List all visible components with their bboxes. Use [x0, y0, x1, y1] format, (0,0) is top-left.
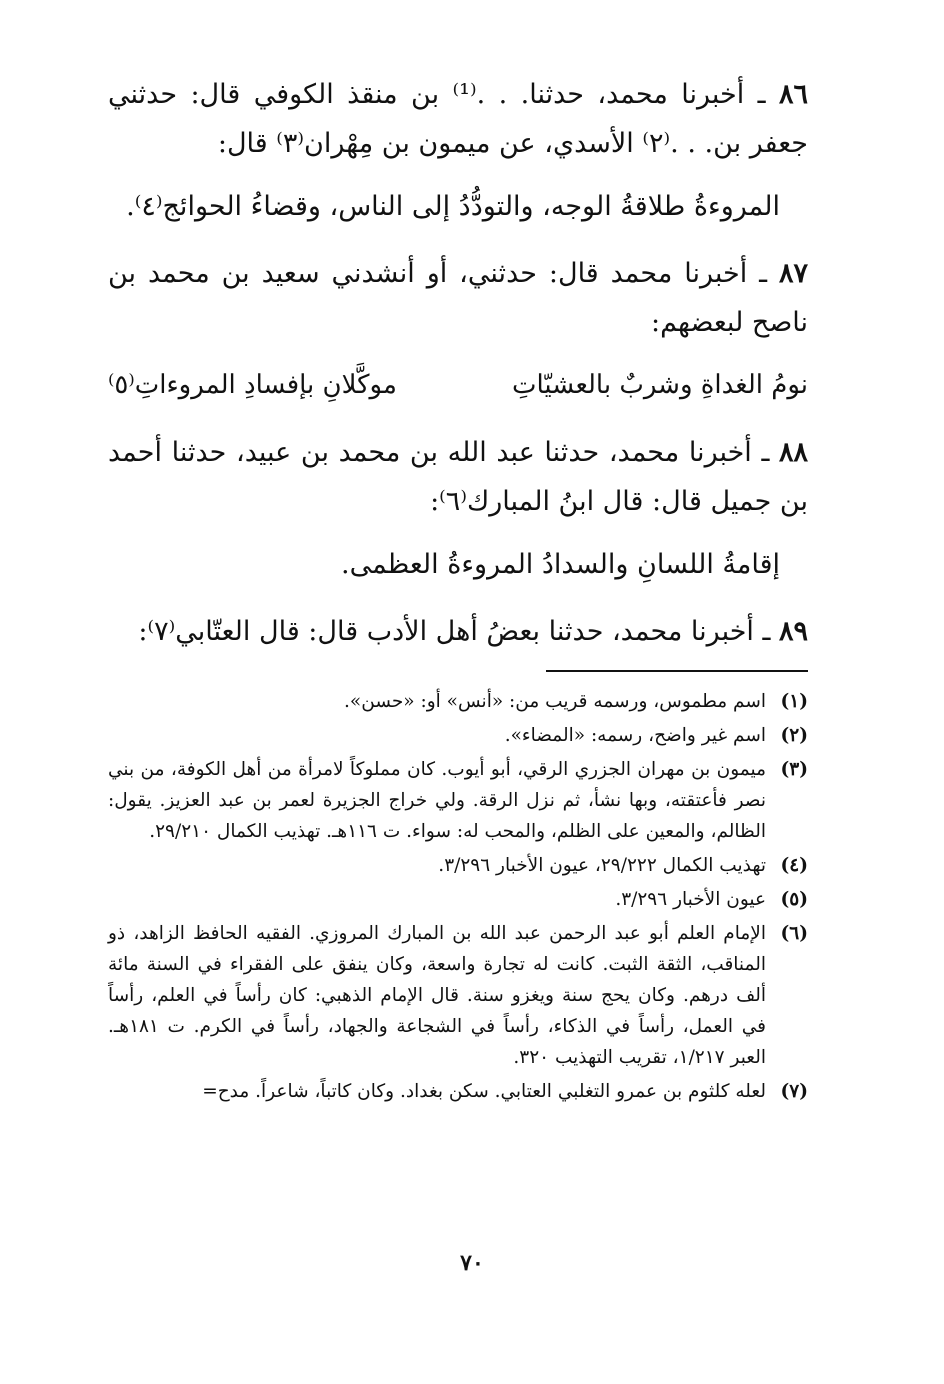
- verse-first-hemistich: نومُ الغداةِ وشربٌ بالعشيّاتِ: [512, 370, 808, 400]
- footnote-number: (٤): [780, 855, 808, 876]
- quote-86: المروءةُ طلاقةُ الوجه، والتودُّدُ إلى الناس، وقضاءُ الحوائج⁽٤⁾.: [126, 191, 780, 222]
- footnote-text: لعله كلثوم بن عمرو التغلبي العتابي. سكن بغداد. وكان كاتباً، شاعراً. مدح=: [202, 1081, 766, 1102]
- footnote-4: [108, 850, 808, 881]
- page-body: [108, 70, 808, 1110]
- entry-number: ٨٨: [778, 437, 808, 468]
- entry-86: [108, 70, 808, 168]
- verse-second-hemistich: موكَّلانِ بإفسادِ المروءاتِ⁽٥⁾: [108, 370, 397, 400]
- footnote-number: (٣): [780, 759, 808, 780]
- entry-text: ـ أخبرنا محمد قال: حدثني، أو أنشدني سعيد بن محمد بن ناصح لبعضهم:: [108, 258, 808, 338]
- entry-number: ٨٦: [778, 79, 808, 110]
- footnote-2: [108, 720, 808, 751]
- entry-89: [108, 607, 808, 656]
- entry-87: [108, 249, 808, 347]
- entry-text: ـ أخبرنا محمد، حدثنا بعضُ أهل الأدب قال: قال العتّابي⁽٧⁾:: [138, 616, 779, 647]
- entry-number: ٨٧: [778, 258, 808, 289]
- footnote-1: [108, 686, 808, 717]
- footnote-text: الإمام العلم أبو عبد الرحمن عبد الله بن المبارك المروزي. الفقيه الحافظ الزاهد، ذو المناقب، الثقة الثبت. كانت له تجارة واسعة، وكان ينفق على الفقراء في السنة مائة ألف درهم. وكان يحج سنة ويغزو سنة. قال الإمام الذهبي: كان رأساً في العلم، رأساً في العمل، رأساً في الذكاء، رأساً في الشجاعة والجهاد، رأساً في الكرم. ت ١٨١هـ. العبر ١/٢١٧، تقريب التهذيب ٣٢٠.: [108, 923, 766, 1068]
- footnote-text: تهذيب الكمال ٢٩/٢٢٢، عيون الأخبار ٣/٢٩٦.: [438, 855, 766, 876]
- footnote-divider: [108, 656, 808, 686]
- footnote-text: ميمون بن مهران الجزري الرقي، أبو أيوب. كان مملوكاً لامرأة من أهل الكوفة، من بني نصر فأعتقته، وبها نشأ، ثم نزل الرقة. ولي خراج الجزيرة لعمر بن عبد العزيز. يقول: الظالم، والمعين على الظلم، والمحب له: سواء. ت ١١٦هـ. تهذيب الكمال ٢٩/٢١٠.: [108, 759, 766, 842]
- footnote-number: (١): [780, 691, 808, 712]
- footnote-3: [108, 754, 808, 847]
- page-number: ٧٠: [460, 1250, 484, 1276]
- footnote-text: اسم غير واضح، رسمه: «المضاء».: [504, 725, 766, 746]
- quote-88: إقامةُ اللسانِ والسدادُ المروءةُ العظمى.: [341, 549, 780, 580]
- footnote-7: [108, 1076, 808, 1107]
- footnotes: [108, 686, 808, 1107]
- footnote-5: [108, 884, 808, 915]
- footnote-number: (٢): [780, 725, 808, 746]
- footnote-text: اسم مطموس، ورسمه قريب من: «أنس» أو: «حسن».: [344, 691, 766, 712]
- entry-number: ٨٩: [778, 616, 808, 647]
- footnote-number: (٧): [780, 1081, 808, 1102]
- entry-text: ـ أخبرنا محمد، حدثنا عبد الله بن محمد بن عبيد، حدثنا أحمد بن جميل قال: قال ابنُ المبارك⁽٦⁾:: [108, 437, 808, 517]
- entry-88: [108, 428, 808, 526]
- footnote-6: [108, 918, 808, 1073]
- footnote-text: عيون الأخبار ٣/٢٩٦.: [615, 889, 766, 910]
- verse-line: [108, 361, 808, 410]
- entry-text: ـ أخبرنا محمد، حدثنا. . .⁽¹⁾ بن منقذ الكوفي قال: حدثني جعفر بن. . .⁽٢⁾ الأسدي، عن ميمون بن مِهْران⁽٣⁾ قال:: [108, 79, 808, 159]
- footnote-number: (٦): [780, 923, 808, 944]
- footnote-number: (٥): [780, 889, 808, 910]
